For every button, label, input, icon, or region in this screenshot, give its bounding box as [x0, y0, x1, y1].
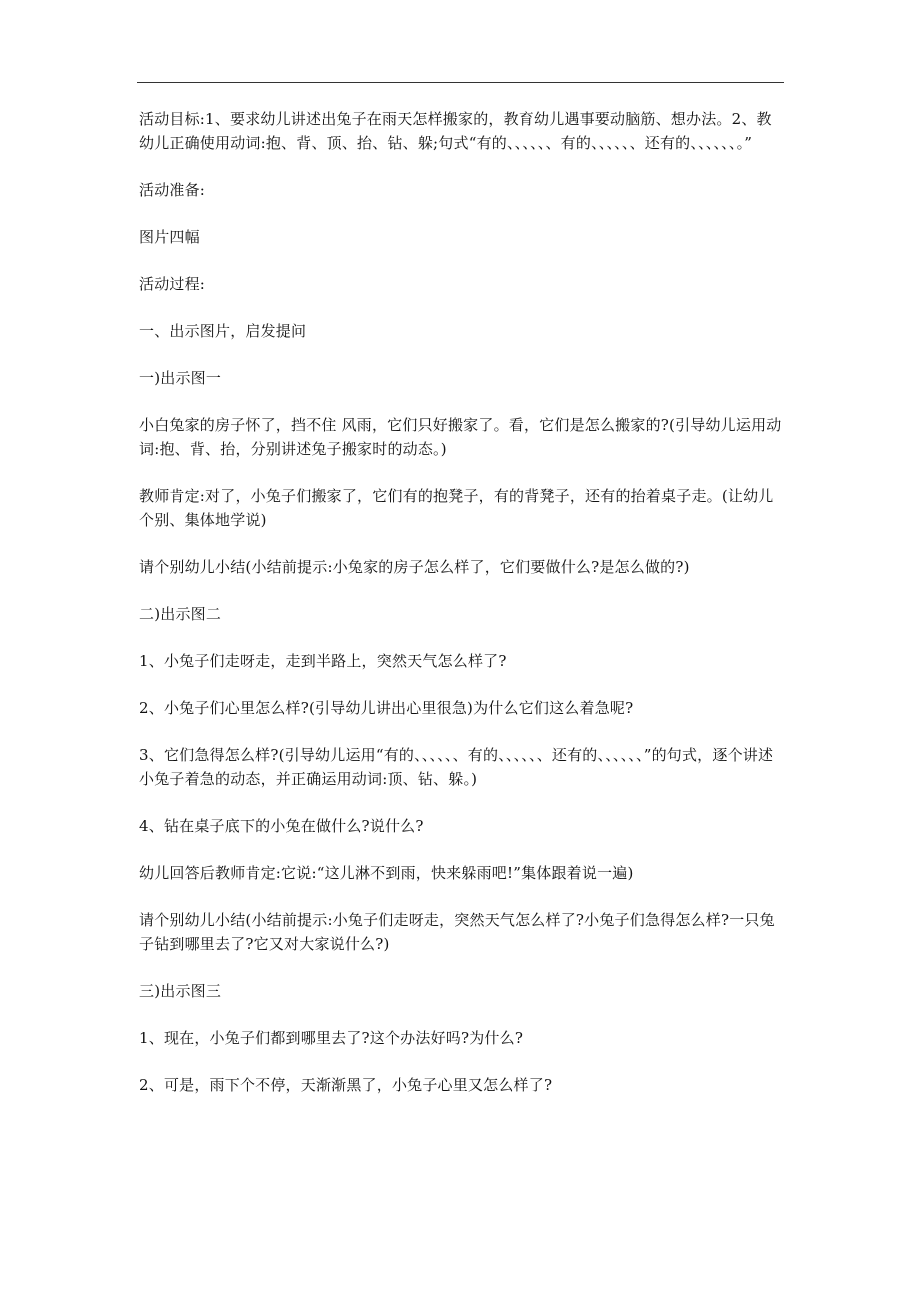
paragraph-question-3-1: 1、现在，小兔子们都到哪里去了?这个办法好吗?为什么? — [139, 1029, 524, 1047]
paragraph-question-2-1: 1、小兔子们走呀走，走到半路上，突然天气怎么样了? — [139, 652, 507, 670]
paragraph-question-2-3: 3、它们急得怎么样?(引导幼儿运用“有的、、、、、、有的、、、、、、还有的、、、、、、”的句式，逐个讲述小兔子着急的动态，并正确运用动词:顶、钻、躲。) — [139, 746, 774, 788]
paragraph-teacher-affirm: 教师肯定:对了，小兔子们搬家了，它们有的抱凳子，有的背凳子，还有的抬着桌子走。(让幼儿个别、集体地学说) — [139, 487, 774, 529]
paragraph-activity-goals: 活动目标:1、要求幼儿讲述出兔子在雨天怎样搬家的，教育幼儿遇事要动脑筋、想办法。2、教幼儿正确使用动词:抱、背、顶、抬、钻、躲;句式“有的、、、、、、有的、、、、、、还有的、、、、、、。” — [139, 110, 772, 152]
paragraph-question-2-4: 4、钻在桌子底下的小兔在做什么?说什么? — [139, 817, 424, 835]
paragraph-picture-two-heading: 二)出示图二 — [139, 605, 222, 623]
paragraph-process-heading: 活动过程: — [139, 275, 206, 293]
paragraph-preparation-item: 图片四幅 — [139, 228, 200, 246]
header-rule — [137, 82, 784, 83]
paragraph-question-3-2: 2、可是，雨下个不停，天渐渐黑了，小兔子心里又怎么样了? — [139, 1076, 553, 1094]
paragraph-section-one: 一、出示图片，启发提问 — [139, 322, 307, 340]
document-body — [139, 107, 786, 1120]
paragraph-summary-two: 请个别幼儿小结(小结前提示:小兔子们走呀走，突然天气怎么样了?小兔子们急得怎么样?一只兔子钻到哪里去了?它又对大家说什么?) — [139, 911, 775, 953]
paragraph-child-answer: 幼儿回答后教师肯定:它说:“这儿淋不到雨，快来躲雨吧!”集体跟着说一遍) — [139, 864, 634, 882]
paragraph-picture-one-heading: 一)出示图一 — [139, 369, 222, 387]
paragraph-summary-one: 请个别幼儿小结(小结前提示:小兔家的房子怎么样了，它们要做什么?是怎么做的?) — [139, 558, 690, 576]
paragraph-picture-three-heading: 三)出示图三 — [139, 982, 222, 1000]
paragraph-preparation-heading: 活动准备: — [139, 181, 206, 199]
paragraph-picture-one-text: 小白兔家的房子怀了，挡不住 风雨，它们只好搬家了。看，它们是怎么搬家的?(引导幼儿运用动词:抱、背、抬，分别讲述兔子搬家时的动态。) — [139, 416, 782, 458]
paragraph-question-2-2: 2、小兔子们心里怎么样?(引导幼儿讲出心里很急)为什么它们这么着急呢? — [139, 699, 634, 717]
